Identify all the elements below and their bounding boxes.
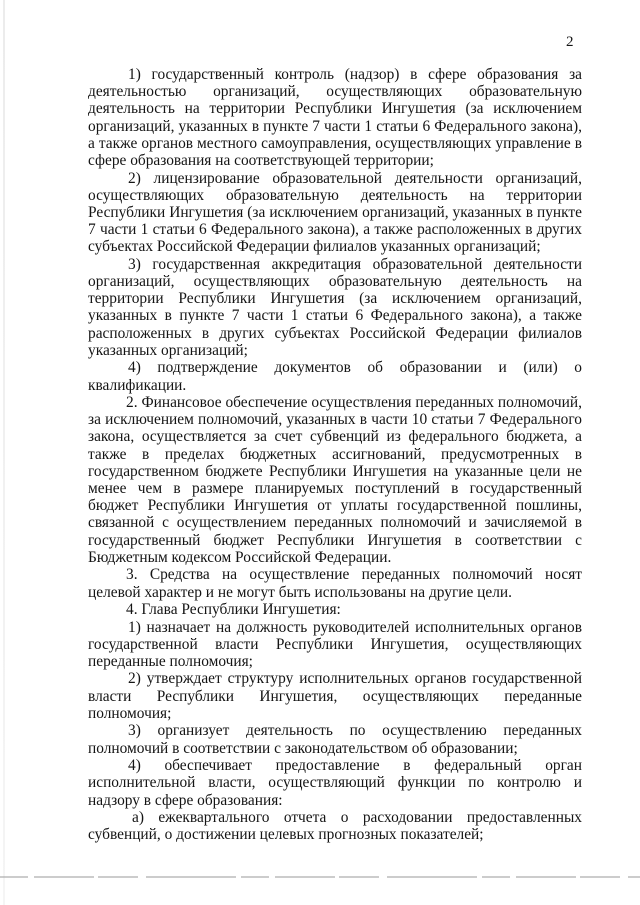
paragraph-quarterly-report: а) ежеквартального отчета о расходовании предоставленных субвенций, о достижении целевых прогнозных показателей; xyxy=(88,809,582,844)
paragraph-approves-structure: 2) утверждает структуру исполнительных органов государственной власти Республики Ингушетия, осуществляющих переданные полномочия; xyxy=(88,670,582,722)
paragraph-funds-purpose: 3. Средства на осуществление переданных полномочий носят целевой характер и не могут быть использованы на другие цели. xyxy=(88,566,582,601)
paragraph-appoints-heads: 1) назначает на должность руководителей исполнительных органов государственной власти Республики Ингушетия, осуществляющих переданные полномочия; xyxy=(88,618,582,670)
paragraph-financing: 2. Финансовое обеспечение осуществления переданных полномочий, за исключением полномочий, указанных в части 10 статьи 7 Федерального закона, осуществляется за счет субвенций из федерального бюджета, а также в пределах бюджетных ассигнований, предусмотренных в государственном бюджете Республики Ингушетия на указанные цели не менее чем в размере планируемых поступлений в государственный бюджет Республики Ингушетия от уплаты государственной пошлины, связанной с осуществлением переданных полномочий и зачисляемой в государственный бюджет Республики Ингушетия в соответствии с Бюджетным кодексом Российской Федерации. xyxy=(88,394,582,566)
paragraph-organizes-activity: 3) организует деятельность по осуществлению переданных полномочий в соответствии с законодательством об образовании; xyxy=(88,722,582,757)
scan-bottom-line xyxy=(0,876,640,878)
paragraph-accreditation: 3) государственная аккредитация образовательной деятельности организаций, осуществляющих образовательную деятельность на территории Республики Ингушетия (за исключением организаций, указанных в пункте 7 части 1 статьи 6 Федерального закона), а также расположенных в других субъектах Российской Федерации филиалов указанных организаций; xyxy=(88,255,582,359)
document-body xyxy=(88,66,582,844)
paragraph-ensures-reporting: 4) обеспечивает предоставление в федеральный орган исполнительной власти, осуществляющий функции по контролю и надзору в сфере образования: xyxy=(88,757,582,809)
scan-edge-shadow xyxy=(3,0,5,905)
paragraph-control-supervision: 1) государственный контроль (надзор) в сфере образования за деятельностью организаций, осуществляющих образовательную деятельность на территории Республики Ингушетия (за исключением организаций, указанных в пункте 7 части 1 статьи 6 Федерального закона), а также органов местного самоуправления, осуществляющих управление в сфере образования на соответствующей территории; xyxy=(88,66,582,170)
paragraph-document-confirmation: 4) подтверждение документов об образовании и (или) о квалификации. xyxy=(88,359,582,394)
paragraph-licensing: 2) лицензирование образовательной деятельности организаций, осуществляющих образовательную деятельность на территории Республики Ингушетия (за исключением организаций, указанных в пункте 7 части 1 статьи 6 Федерального закона), а также расположенных в других субъектах Российской Федерации филиалов указанных организаций; xyxy=(88,169,582,256)
page-number: 2 xyxy=(566,34,574,50)
paragraph-head-of-republic: 4. Глава Республики Ингушетия: xyxy=(126,601,341,619)
